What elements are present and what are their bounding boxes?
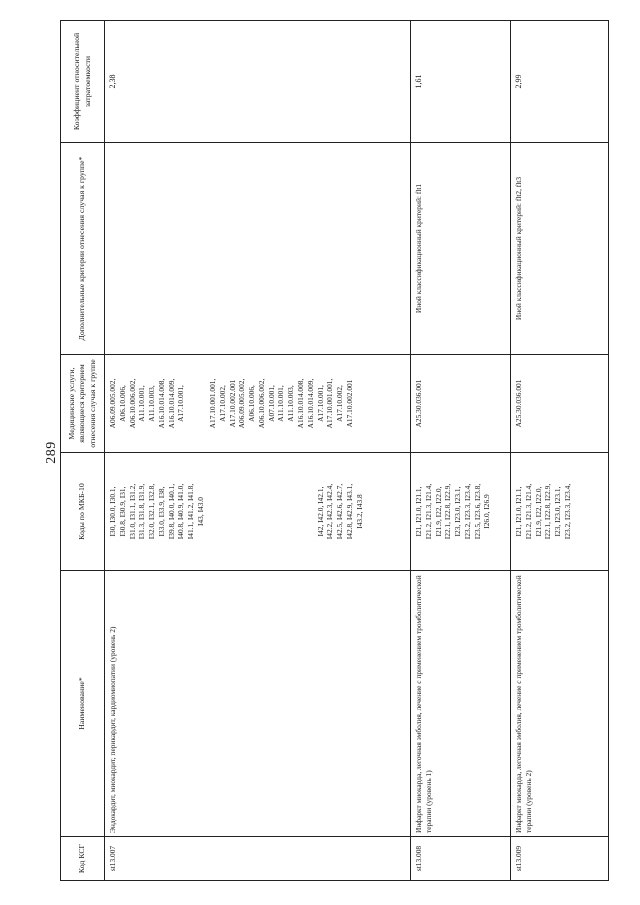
- list-item: A17.10.002.001: [227, 379, 237, 428]
- list-item: A17.10.001.001,: [208, 378, 218, 429]
- list-item: A11.10.003,: [147, 385, 157, 422]
- header-coef: Коэффициент относительной затратоемкости: [61, 21, 105, 143]
- list-item: I23.2, I23.3, I23.4,: [562, 483, 572, 540]
- list-item: A17.10.002.001: [344, 379, 354, 428]
- header-services: Медицинские услуги, являющиеся критерием отнесения случая к группе: [61, 355, 105, 453]
- list-item: A06.10.006.002,: [127, 378, 137, 429]
- list-item: I42.8, I42.9, I43.1,: [344, 483, 354, 540]
- list-item: A16.10.014.008,: [156, 378, 166, 429]
- list-item: I23, I23.0, I23.1,: [553, 486, 563, 537]
- list-item: A25.30.036.001: [514, 379, 523, 428]
- list-item: A07.10.001,: [266, 385, 276, 422]
- row-extra-criteria: [105, 143, 411, 355]
- list-item: A16.10.014.009,: [305, 378, 315, 429]
- list-item: A17.10.002,: [217, 385, 227, 422]
- list-item: I42.2, I42.3, I42.4,: [325, 483, 335, 540]
- table-header-row: [61, 21, 105, 881]
- row-code: st13.007: [105, 837, 411, 881]
- row-extra-criteria: Иной классификационный критерий: flt1: [411, 143, 511, 355]
- row-icd-codes: [511, 453, 609, 571]
- list-item: I21.9, I22, I22.0,: [533, 486, 543, 537]
- list-item: I42.5, I42.6, I42.7,: [335, 483, 345, 540]
- list-item: I31.0, I31.1, I31.2,: [127, 483, 137, 540]
- row-icd-codes: [411, 453, 511, 571]
- header-name: Наименование*: [61, 571, 105, 837]
- header-code: Код КСГ: [61, 837, 105, 881]
- header-icd: Коды по МКБ-10: [61, 453, 105, 571]
- list-item: I22.1, I22.8, I22.9,: [543, 483, 553, 540]
- header-extra: Дополнительные критерии отнесения случая к группе*: [61, 143, 105, 355]
- row-name: Эндокардит, миокардит, перикардит, кардиомиопатии (уровень 2): [105, 571, 411, 837]
- list-item: I33.0, I33.9, I38,: [156, 486, 166, 537]
- icd-code-list: [414, 456, 492, 567]
- icd-code-list: [514, 456, 573, 567]
- list-item: A11.10.001,: [276, 385, 286, 422]
- icd-code-list-secondary: [316, 456, 365, 567]
- list-item: A16.10.014.009,: [166, 378, 176, 429]
- list-item: I23.2, I23.3, I23.4,: [462, 483, 472, 540]
- row-name: Инфаркт миокарда, легочная эмболия, лечение с применением тромболитической терапии (уровень 2): [511, 571, 609, 837]
- service-code-list: [108, 358, 186, 449]
- list-item: I23.5, I23.6, I23.8,: [472, 483, 482, 540]
- list-item: A11.10.001,: [137, 385, 147, 422]
- icd-gap: [206, 456, 316, 567]
- row-coefficient: 2,38: [105, 21, 411, 143]
- row-code: st13.009: [511, 837, 609, 881]
- row-name: Инфаркт миокарда, легочная эмболия, лечение с применением тромболитической терапии (уровень 1): [411, 571, 511, 837]
- list-item: I43, I43.0: [195, 497, 205, 526]
- list-item: I21.9, I22, I22.0,: [433, 486, 443, 537]
- ksg-table: [60, 20, 609, 881]
- list-item: A17.10.001,: [176, 385, 186, 422]
- list-item: I32.0, I32.1, I32.8,: [147, 483, 157, 540]
- service-code-list: [414, 358, 424, 449]
- list-item: A17.10.001,: [315, 385, 325, 422]
- service-gap: [186, 358, 208, 449]
- row-services: [511, 355, 609, 453]
- list-item: I30, I30.0, I30.1,: [108, 486, 117, 537]
- table-row: [511, 21, 609, 881]
- row-services: [411, 355, 511, 453]
- list-item: A25.30.036.001: [414, 379, 423, 428]
- row-icd-codes: [105, 453, 411, 571]
- row-services: [105, 355, 411, 453]
- list-item: I30.8, I30.9, I31,: [117, 486, 127, 537]
- table-row: [105, 21, 411, 881]
- table-row: [411, 21, 511, 881]
- list-item: I23, I23.0, I23.1,: [453, 486, 463, 537]
- list-item: I43.2, I43.8: [354, 494, 364, 529]
- list-item: I21, I21.0, I21.1,: [414, 486, 423, 537]
- list-item: I21.2, I21.3, I21.4,: [523, 483, 533, 540]
- row-code: st13.008: [411, 837, 511, 881]
- row-coefficient: 1,61: [411, 21, 511, 143]
- list-item: I22.1, I22.8, I22.9,: [443, 483, 453, 540]
- page-number: 289: [44, 441, 59, 464]
- service-code-list-secondary: [208, 358, 354, 449]
- list-item: I31.3, I31.8, I31.9,: [137, 483, 147, 540]
- list-item: A06.10.006,: [117, 385, 127, 422]
- row-coefficient: 2,99: [511, 21, 609, 143]
- icd-code-list: [108, 456, 206, 567]
- list-item: A17.10.001.001,: [325, 378, 335, 429]
- list-item: A06.09.005.002,: [237, 378, 247, 429]
- list-item: I41.1, I41.2, I41.8,: [186, 483, 196, 540]
- list-item: A16.10.014.008,: [296, 378, 306, 429]
- list-item: I39.8, I40.0, I40.1,: [166, 483, 176, 540]
- list-item: I42, I42.0, I42.1,: [315, 486, 325, 537]
- list-item: A06.10.006,: [247, 385, 257, 422]
- list-item: I26.0, I26.9: [482, 494, 492, 529]
- list-item: A11.10.003,: [286, 385, 296, 422]
- list-item: A06.09.005.002,: [108, 378, 117, 429]
- list-item: A17.10.002,: [335, 385, 345, 422]
- list-item: I21, I21.0, I21.1,: [514, 486, 523, 537]
- row-extra-criteria: Иной классификационный критерий: flt2, flt3: [511, 143, 609, 355]
- service-code-list: [514, 358, 524, 449]
- list-item: I40.8, I40.9, I41.0,: [176, 483, 186, 540]
- list-item: I21.2, I21.3, I21.4,: [423, 483, 433, 540]
- list-item: A06.10.006.002,: [256, 378, 266, 429]
